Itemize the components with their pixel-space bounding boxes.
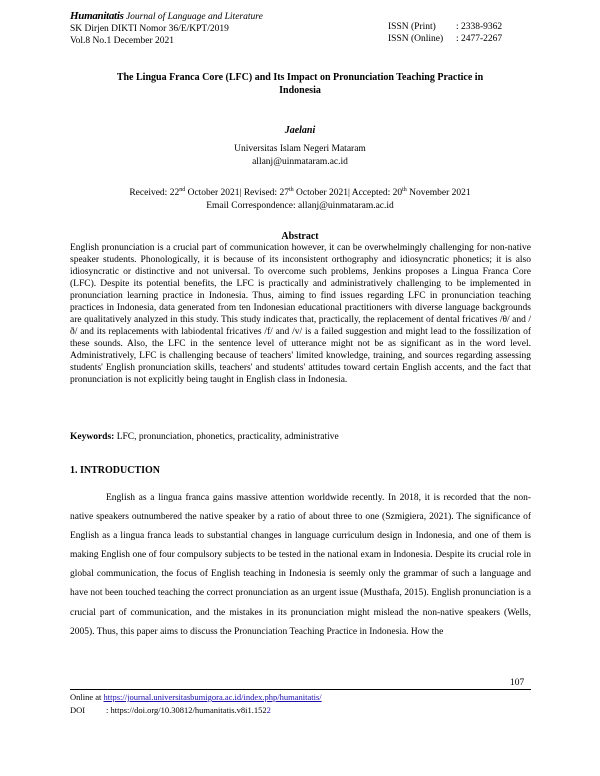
- article-title: [70, 71, 530, 97]
- online-line: [70, 691, 322, 704]
- journal-header: [70, 10, 263, 47]
- correspondence-email: Email Correspondence: allanj@uinmataram.ac.id: [206, 200, 394, 211]
- abstract-heading: Abstract: [281, 231, 319, 242]
- issn-print-value: : 2338-9362: [456, 22, 503, 32]
- issn-block: [388, 21, 502, 45]
- footer-divider: [70, 689, 531, 690]
- article-dates: [70, 187, 530, 212]
- issn-online-row: [388, 33, 502, 45]
- accepted-month: November 2021: [406, 188, 471, 198]
- page-number: 107: [510, 678, 525, 688]
- page-footer: [70, 691, 322, 717]
- issn-online-label: ISSN (Online): [388, 34, 444, 44]
- received-date: Received: 22: [129, 188, 180, 198]
- doi-label: DOI: [70, 705, 86, 715]
- author-email: allanj@uinmataram.ac.id: [252, 156, 348, 167]
- doi-line: [70, 704, 322, 717]
- introduction-body: [70, 489, 531, 642]
- doi-value: : https://doi.org/10.30812/humanitatis.v8i1.152: [106, 705, 267, 715]
- author-name: Jaelani: [284, 125, 316, 136]
- journal-name: Journal of Language and Literature: [125, 12, 263, 22]
- section-heading-introduction: 1. INTRODUCTION: [70, 465, 161, 476]
- keywords-label: Keywords:: [70, 432, 115, 442]
- dates-line: [70, 187, 530, 200]
- accepted-sup: th: [402, 186, 407, 193]
- issn-online-value: : 2477-2267: [456, 34, 503, 44]
- article-title-line1: The Lingua Franca Core (LFC) and Its Impact on Pronunciation Teaching Practice in: [116, 72, 484, 83]
- issn-print-label: ISSN (Print): [388, 22, 436, 32]
- volume-text: Vol.8 No.1 December 2021: [70, 36, 175, 46]
- keywords: [70, 432, 531, 442]
- introduction-text: English as a lingua franca gains massive attention worldwide recently. In 2018, it is recorded that the non-native speakers outnumbered the native speaker by a ratio of about three to one (Szmigiera, 2021). The significance of English as a lingua franca leads to substantial changes in language curriculum design in Indonesia, and one of them is making English one of four compulsory subjects to be tested in the national exam in Indonesia. Despite its crucial role in global communication, the focus of English teaching in Indonesia is seemly only the grammar of such a language and have not been touched teaching the correct pronunciation as an urgent issue (Musthafa, 2015). English pronunciation is a crucial part of communication, and the mistakes in its pronunciation might mislead the non-native speakers (Wells, 2005). Thus, this paper aims to discuss the Pronunciation Teaching Practice in Indonesia. How the: [70, 493, 531, 637]
- article-title-line2: Indonesia: [279, 85, 321, 96]
- journal-logo: Humanitatis: [70, 10, 124, 22]
- affiliation: Universitas Islam Negeri Mataram: [234, 144, 366, 154]
- received-sup: nd: [179, 186, 186, 193]
- abstract-body: English pronunciation is a crucial part of communication however, it can be overwhelmingly challenging for non-native speaker students. Phonologically, it is because of its inconsistent orthography and idiosyncratic phonetics; it is also idiosyncratic or distinctive and not universal. To overcome such problems, Jenkins proposes a Lingua Franca Core (LFC). Despite its potential benefits, the LFC is practically and administratively challenging to be implemented in pronunciation learning practice in Indonesia. Thus, aiming to find issues regarding LFC in pronunciation teaching practices in Indonesia, data generated from ten Indonesian educational practitioners with diverse language backgrounds are qualitatively analyzed in this study. This study indicates that, practically, the replacement of dental fricatives /θ/ and /ð/ and its replacements with labiodental fricatives /f/ and /v/ is a failed suggestion and might lead to the fossilization of these sounds. Also, the LFC in the sentence level of utterance might not be as significant as in the word level. Administratively, LFC is challenging because of teachers' limited knowledge, training, and sources regarding assessing students' English pronunciation skills, teachers' and students' attitudes toward certain English accents, and the fact that pronunciation is not explicitly being taught in English class in Indonesia.: [70, 243, 531, 385]
- author-affiliation-block: [70, 143, 530, 168]
- journal-title-line: [70, 10, 263, 23]
- online-label: Online at: [70, 692, 104, 702]
- accepted-date: October 2021| Accepted: 20: [293, 188, 403, 198]
- issn-print-row: [388, 21, 502, 33]
- revised-sup: th: [288, 186, 294, 193]
- doi-suffix: 2: [266, 705, 271, 715]
- revised-date: October 2021| Revised: 27: [185, 188, 289, 198]
- accreditation-text: SK Dirjen DIKTI Nomor 36/E/KPT/2019: [70, 24, 229, 34]
- keywords-list: LFC, pronunciation, phonetics, practicality, administrative: [114, 432, 339, 442]
- journal-url-link[interactable]: https://journal.universitasbumigora.ac.id/index.php/humanitatis/: [103, 692, 322, 702]
